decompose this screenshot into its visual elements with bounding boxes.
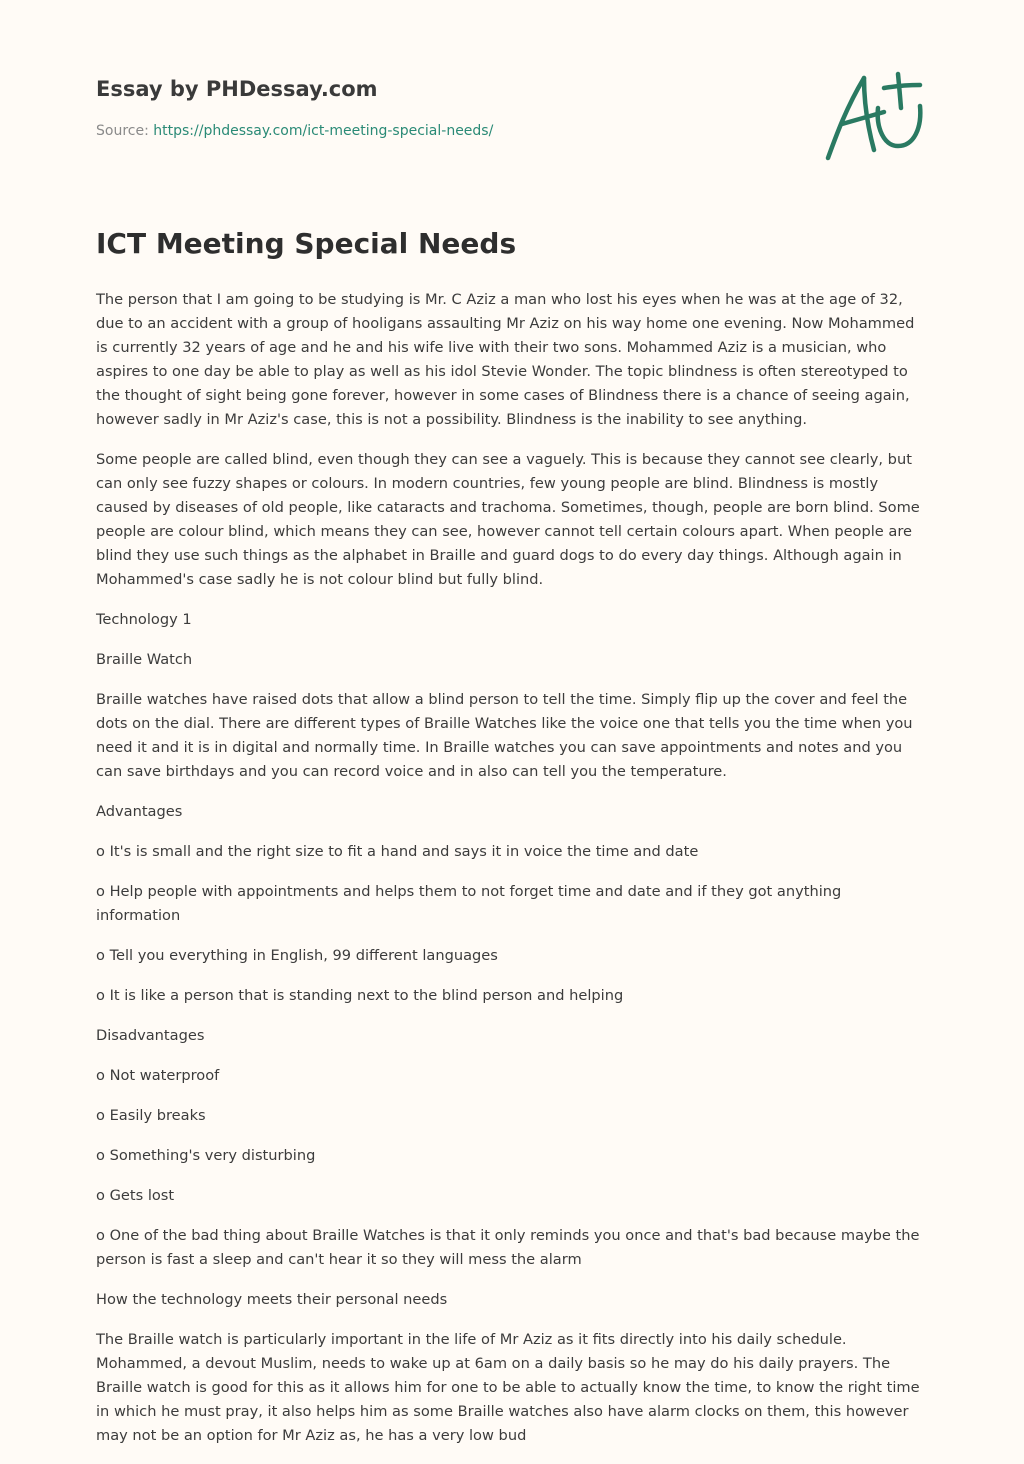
essay-content [96, 224, 928, 1464]
essay-paragraph: Disadvantages [96, 1027, 205, 1044]
page-header [96, 74, 796, 141]
essay-paragraph: o It's is small and the right size to fit a hand and says it in voice the time and date [96, 843, 699, 860]
essay-paragraph: How the technology meets their personal needs [96, 1291, 448, 1308]
essay-paragraph: Technology 1 [96, 611, 192, 628]
essay-body [96, 288, 928, 1448]
essay-paragraph: Advantages [96, 803, 183, 820]
essay-paragraph: o Something's very disturbing [96, 1147, 316, 1164]
essay-paragraph: o Gets lost [96, 1187, 175, 1204]
essay-paragraph: Some people are called blind, even though they can see a vaguely. This is because they cannot see clearly, but can only see fuzzy shapes or colours. In modern countries, few young people are blind. Blindness is mostly caused by diseases of old people, like cataracts and trachoma. Sometimes, though, people are born blind. Some people are colour blind, which means they can see, however cannot tell certain colours apart. When people are blind they use such things as the alphabet in Braille and guard dogs to do every day things. Although again in Mohammed's case sadly he is not colour blind but fully blind. [96, 451, 920, 588]
essay-paragraph: The person that I am going to be studying is Mr. C Aziz a man who lost his eyes when he was at the age of 32, due to an accident with a group of hooligans assaulting Mr Aziz on his way home one evening. Now Mohammed is currently 32 years of age and he and his wife live with their two sons. Mohammed Aziz is a musician, who aspires to one day be able to play as well as his idol Stevie Wonder. The topic blindness is often stereotyped to the thought of sight being gone forever, however in some cases of Blindness there is a chance of seeing again, however sadly in Mr Aziz's case, this is not a possibility. Blindness is the inability to see anything. [96, 291, 915, 428]
essay-paragraph: o Not waterproof [96, 1067, 220, 1084]
source-label: Source: [96, 123, 149, 139]
essay-paragraph: o One of the bad thing about Braille Watches is that it only reminds you once and that's bad because maybe the person is fast a sleep and can't hear it so they will mess the alarm [96, 1227, 920, 1268]
site-title: Essay by PHDessay.com [96, 77, 378, 101]
essay-paragraph: Braille watches have raised dots that allow a blind person to tell the time. Simply flip up the cover and feel the dots on the dial. There are different types of Braille Watches like the voice one that tells you the time when you need it and it is in digital and normally time. In Braille watches you can save appointments and notes and you can save birthdays and you can record voice and in also can tell you the temperature. [96, 691, 913, 780]
source-link[interactable]: https://phdessay.com/ict-meeting-special-needs/ [153, 123, 494, 139]
essay-paragraph: The Braille watch is particularly important in the life of Mr Aziz as it fits directly into his daily schedule. Mohammed, a devout Muslim, needs to wake up at 6am on a daily basis so he may do his daily prayers. The Braille watch is good for this as it allows him for one to be able to actually know the time, to know the right time in which he must pray, it also helps him as some Braille watches also have alarm clocks on them, this however may not be an option for Mr Aziz as, he has a very low bud [96, 1331, 920, 1444]
essay-paragraph: o Easily breaks [96, 1107, 206, 1124]
essay-paragraph: o Tell you everything in English, 99 different languages [96, 947, 498, 964]
essay-paragraph: Braille Watch [96, 651, 193, 668]
essay-title: ICT Meeting Special Needs [96, 227, 517, 260]
a-plus-logo-icon [820, 66, 930, 166]
essay-paragraph: o Help people with appointments and helps them to not forget time and date and if they got anything information [96, 883, 842, 924]
essay-paragraph: o It is like a person that is standing next to the blind person and helping [96, 987, 624, 1004]
source-line [96, 121, 796, 141]
